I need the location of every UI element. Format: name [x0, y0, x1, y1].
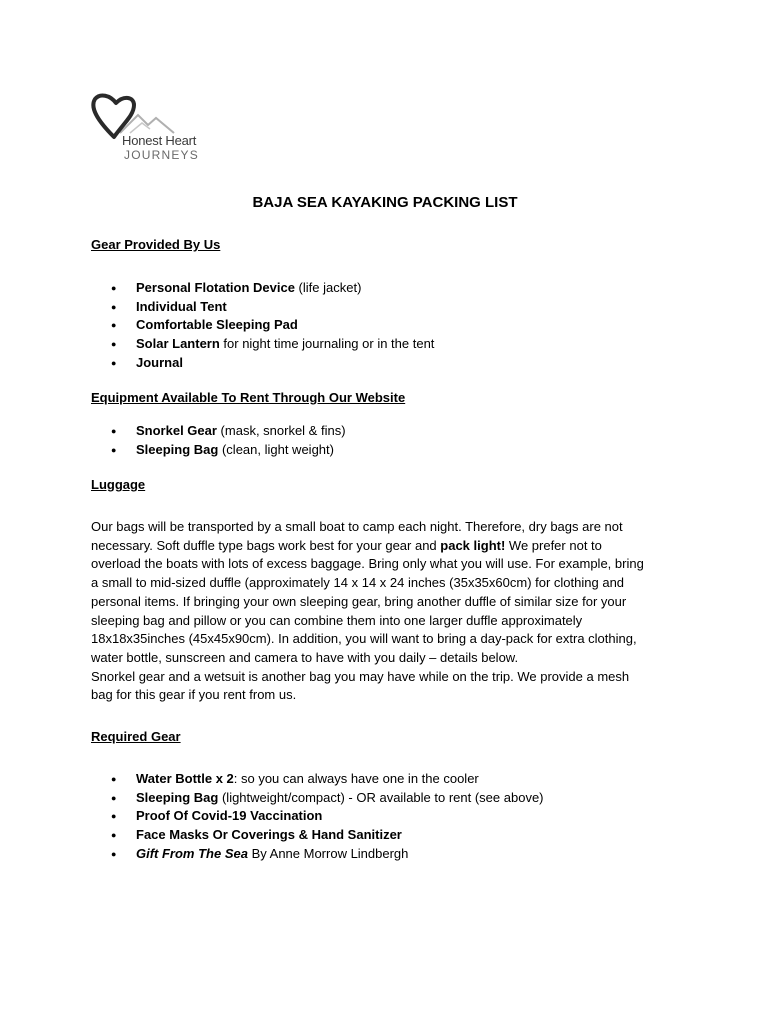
list-required-gear [91, 770, 544, 864]
list-item: ● Face Masks Or Coverings & Hand Sanitizer [91, 826, 544, 845]
paragraph-line: sleeping bag and pillow or you can combine them into one larger duffle approximately [91, 612, 583, 628]
list-item: ● Solar Lantern for night time journaling or in the tent [91, 335, 434, 354]
paragraph-line: necessary. Soft duffle type bags work best for your gear and pack light! We prefer not to [91, 537, 602, 553]
heading-required-gear: Required Gear [91, 729, 181, 744]
document-title: BAJA SEA KAYAKING PACKING LIST [252, 194, 518, 211]
list-item: ● Sleeping Bag (lightweight/compact) - OR available to rent (see above) [91, 789, 544, 808]
list-item: ● Sleeping Bag (clean, light weight) [91, 441, 346, 460]
list-equipment-rent [91, 422, 346, 459]
paragraph-line: a small to mid-sized duffle (approximately 14 x 14 x 24 inches (35x35x60cm) for clothing and [91, 575, 625, 591]
list-item: ● Comfortable Sleeping Pad [91, 316, 434, 335]
paragraph-line: 18x18x35inches (45x45x90cm). In addition, you will want to bring a day-pack for extra clothing, [91, 631, 637, 647]
paragraph-line: personal items. If bringing your own sleeping gear, bring another duffle of similar size for your [91, 593, 627, 609]
company-logo [90, 93, 220, 165]
paragraph-line: Snorkel gear and a wetsuit is another bag you may have while on the trip. We provide a mesh [91, 668, 630, 684]
list-item: ● Snorkel Gear (mask, snorkel & fins) [91, 422, 346, 441]
list-item: ● Gift From The Sea By Anne Morrow Lindbergh [91, 845, 544, 864]
logo-text-honest-heart: Honest Heart [122, 133, 197, 148]
heading-gear-provided: Gear Provided By Us [91, 237, 221, 252]
paragraph-line: water bottle, sunscreen and camera to have with you daily – details below. [91, 649, 519, 665]
list-item: ● Individual Tent [91, 298, 434, 317]
luggage-paragraph [91, 518, 683, 705]
heading-equipment-rent: Equipment Available To Rent Through Our Website [91, 390, 406, 405]
paragraph-line: bag for this gear if you rent from us. [91, 687, 297, 703]
list-item: ● Proof Of Covid-19 Vaccination [91, 807, 544, 826]
paragraph-line: Our bags will be transported by a small boat to camp each night. Therefore, dry bags are not [91, 519, 623, 534]
heading-luggage: Luggage [91, 477, 146, 492]
logo-text-journeys: JOURNEYS [124, 148, 199, 162]
list-item: ● Water Bottle x 2: so you can always have one in the cooler [91, 770, 544, 789]
list-item: ● Personal Flotation Device (life jacket) [91, 279, 434, 298]
list-item: ● Journal [91, 354, 434, 373]
list-gear-provided [91, 279, 434, 373]
paragraph-line: overload the boats with lots of excess baggage. Bring only what you will use. For example, bring [91, 556, 644, 572]
